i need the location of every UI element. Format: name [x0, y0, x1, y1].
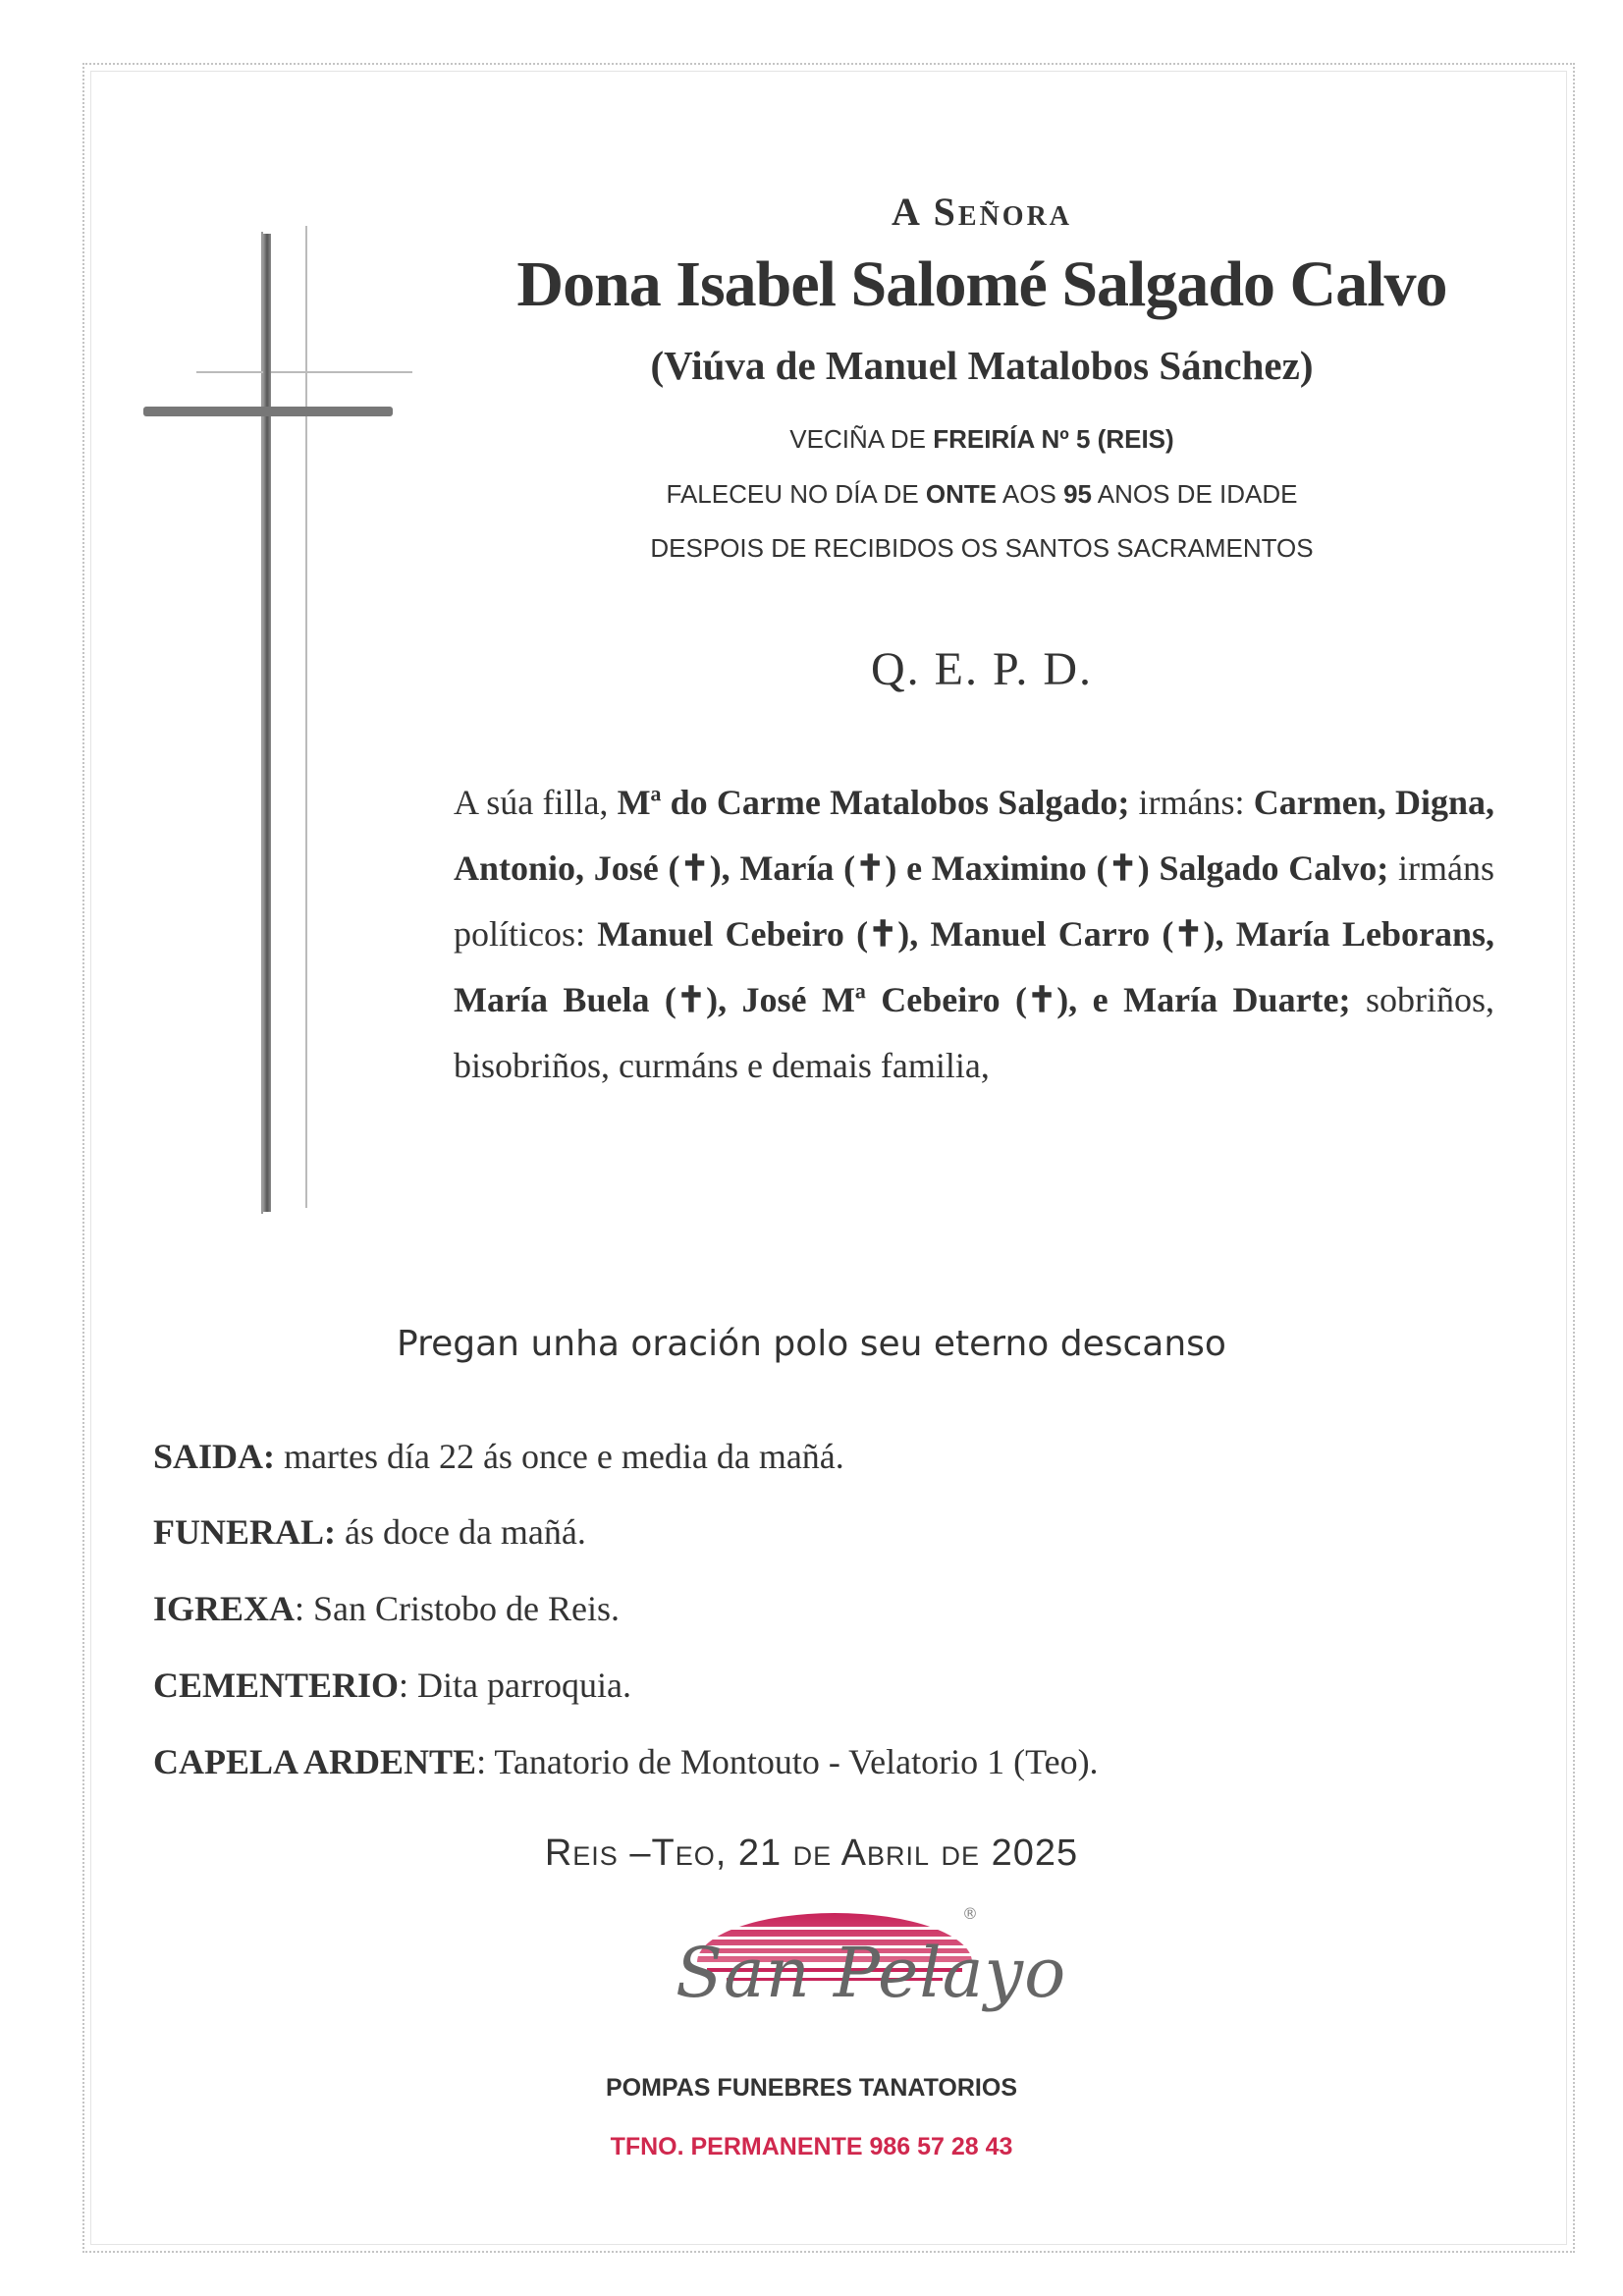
event-capela: CAPELA ARDENTE: Tanatorio de Montouto - Velatorio 1 (Teo). [153, 1742, 1099, 1781]
logo-text: San Pelayo [676, 1933, 1067, 2013]
event-igrexa: IGREXA: San Cristobo de Reis. [153, 1589, 621, 1628]
event-saida: SAIDA: martes día 22 ás once e media da mañá. [153, 1437, 844, 1476]
deceased-name: Dona Isabel Salomé Salgado Calvo [516, 248, 1447, 320]
prayer-line: Pregan unha oración polo seu eterno descanso [397, 1324, 1226, 1364]
honorific: A Señora [891, 190, 1073, 234]
svg-text:®: ® [962, 1904, 978, 1923]
residence-line: VECIÑA DE FREIRÍA Nº 5 (REIS) [789, 424, 1174, 454]
event-cementerio: CEMENTERIO: Dita parroquia. [153, 1666, 631, 1705]
dateline: Reis –Teo, 21 de Abril de 2025 [544, 1832, 1079, 1874]
family-paragraph: A súa filla, Mª do Carme Matalobos Salgado; irmáns: Carmen, Digna, Antonio, José (✝), María (✝) e Maximino (✝) Salgado Calvo; irmáns políticos: Manuel Cebeiro (✝), Manuel Carro (✝), María Leborans, María Buela (✝), José Mª Cebeiro (✝), e María Duarte; sobriños, bisobriños, curmáns e demais familia, [454, 783, 1495, 1085]
phone-line: TFNO. PERMANENTE 986 57 28 43 [610, 2133, 1013, 2160]
sacraments-line: DESPOIS DE RECIBIDOS OS SANTOS SACRAMENTOS [650, 533, 1314, 563]
death-line: FALECEU NO DÍA DE ONTE AOS 95 ANOS DE IDADE [666, 479, 1298, 509]
qepd: Q. E. P. D. [870, 643, 1094, 695]
tagline: POMPAS FUNEBRES TANATORIOS [605, 2074, 1017, 2102]
cross-icon [137, 226, 412, 1218]
widow-of: (Viúva de Manuel Matalobos Sánchez) [650, 343, 1314, 388]
event-funeral: FUNERAL: ás doce da mañá. [153, 1512, 586, 1552]
